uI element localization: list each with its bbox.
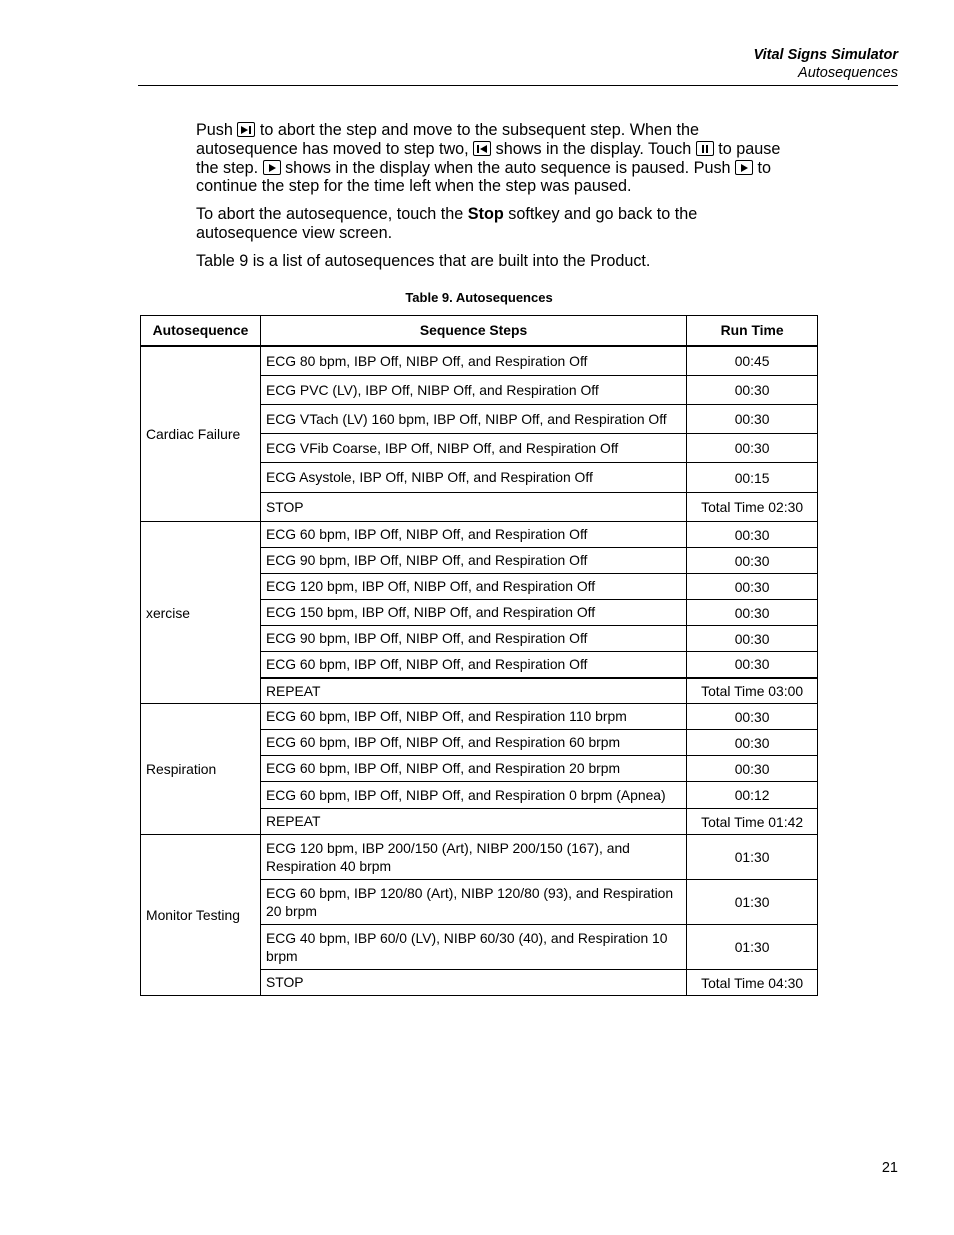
run-time: 00:30 bbox=[687, 548, 818, 574]
sequence-step: ECG 90 bpm, IBP Off, NIBP Off, and Respiration Off bbox=[260, 626, 686, 652]
sequence-step: ECG 60 bpm, IBP Off, NIBP Off, and Respiration 20 brpm bbox=[260, 756, 686, 782]
paragraph-3: Table 9 is a list of autosequences that are built into the Product. bbox=[196, 251, 651, 270]
sequence-step: ECG PVC (LV), IBP Off, NIBP Off, and Respiration Off bbox=[260, 376, 686, 405]
running-header-title: Vital Signs Simulator bbox=[753, 47, 898, 63]
text-span: softkey and go back to the autosequence view screen. bbox=[196, 205, 698, 242]
running-header-subtitle: Autosequences bbox=[798, 65, 898, 81]
play-icon bbox=[735, 160, 753, 175]
pause-icon bbox=[696, 141, 714, 156]
run-time: 00:30 bbox=[687, 704, 818, 730]
run-time: 00:30 bbox=[687, 730, 818, 756]
autosequence-name: xercise bbox=[141, 522, 261, 704]
run-time: 00:12 bbox=[687, 782, 818, 809]
sequence-step: ECG 60 bpm, IBP Off, NIBP Off, and Respiration 110 brpm bbox=[260, 704, 686, 730]
text-span: to abort the step and move to the subsequent step. When the autosequence has moved to step two, bbox=[196, 121, 700, 158]
run-time: 01:30 bbox=[687, 835, 818, 880]
header-rule bbox=[138, 85, 898, 86]
run-time: Total Time 03:00 bbox=[687, 678, 818, 704]
text-span: to continue the step for the time left when the step was paused. bbox=[196, 158, 772, 196]
table-caption: Table 9. Autosequences bbox=[405, 290, 553, 305]
table-row bbox=[141, 346, 818, 376]
run-time: 00:15 bbox=[687, 463, 818, 493]
sequence-step: ECG 90 bpm, IBP Off, NIBP Off, and Respiration Off bbox=[260, 548, 686, 574]
sequence-step: ECG 120 bpm, IBP 200/150 (Art), NIBP 200/150 (167), and Respiration 40 brpm bbox=[260, 835, 686, 880]
paragraph-1 bbox=[196, 121, 796, 196]
sequence-step: STOP bbox=[260, 970, 686, 996]
sequence-step: ECG 60 bpm, IBP 120/80 (Art), NIBP 120/80 (93), and Respiration 20 brpm bbox=[260, 880, 686, 925]
text-span: Push bbox=[196, 121, 238, 139]
run-time: 00:30 bbox=[687, 652, 818, 678]
sequence-step: ECG 120 bpm, IBP Off, NIBP Off, and Respiration Off bbox=[260, 574, 686, 600]
sequence-step: ECG VTach (LV) 160 bpm, IBP Off, NIBP Off, and Respiration Off bbox=[260, 405, 686, 434]
run-time: 00:30 bbox=[687, 376, 818, 405]
sequence-step: ECG 150 bpm, IBP Off, NIBP Off, and Respiration Off bbox=[260, 600, 686, 626]
sequence-step: ECG 60 bpm, IBP Off, NIBP Off, and Respiration 0 brpm (Apnea) bbox=[260, 782, 686, 809]
body-text bbox=[196, 121, 796, 280]
autosequence-name: Cardiac Failure bbox=[141, 346, 261, 522]
sequence-step: ECG 60 bpm, IBP Off, NIBP Off, and Respiration 60 brpm bbox=[260, 730, 686, 756]
sequence-step: ECG 60 bpm, IBP Off, NIBP Off, and Respiration Off bbox=[260, 522, 686, 548]
text-span: shows in the display when the auto sequence is paused. Push bbox=[280, 158, 736, 177]
run-time: 00:30 bbox=[687, 434, 818, 463]
text-span: to pause the step. bbox=[196, 139, 781, 177]
run-time: Total Time 04:30 bbox=[687, 970, 818, 996]
run-time: 01:30 bbox=[687, 925, 818, 970]
table-row bbox=[141, 522, 818, 548]
skip-back-icon bbox=[473, 141, 491, 156]
run-time: 00:30 bbox=[687, 600, 818, 626]
sequence-step: REPEAT bbox=[260, 809, 686, 835]
sequence-step: REPEAT bbox=[260, 678, 686, 704]
column-header: Sequence Steps bbox=[260, 316, 686, 346]
skip-forward-icon bbox=[237, 122, 255, 137]
sequence-step: ECG 80 bpm, IBP Off, NIBP Off, and Respiration Off bbox=[260, 346, 686, 376]
run-time: Total Time 02:30 bbox=[687, 493, 818, 522]
run-time: Total Time 01:42 bbox=[687, 809, 818, 835]
run-time: 00:30 bbox=[687, 574, 818, 600]
table-row bbox=[141, 704, 818, 730]
column-header: Autosequence bbox=[141, 316, 261, 346]
play-icon bbox=[263, 160, 281, 175]
text-span: shows in the display. Touch bbox=[491, 139, 696, 158]
table-header-row bbox=[141, 316, 818, 346]
page-number: 21 bbox=[881, 1160, 898, 1176]
stop-softkey-label: Stop bbox=[467, 205, 504, 224]
sequence-step: ECG 40 bpm, IBP 60/0 (LV), NIBP 60/30 (40), and Respiration 10 brpm bbox=[260, 925, 686, 970]
sequence-step: ECG VFib Coarse, IBP Off, NIBP Off, and Respiration Off bbox=[260, 434, 686, 463]
run-time: 00:30 bbox=[687, 626, 818, 652]
sequence-step: STOP bbox=[260, 493, 686, 522]
autosequence-table bbox=[140, 315, 818, 996]
run-time: 00:30 bbox=[687, 522, 818, 548]
paragraph-2 bbox=[196, 205, 796, 243]
table-row bbox=[141, 835, 818, 880]
column-header: Run Time bbox=[687, 316, 818, 346]
sequence-step: ECG 60 bpm, IBP Off, NIBP Off, and Respiration Off bbox=[260, 652, 686, 678]
run-time: 00:30 bbox=[687, 405, 818, 434]
text-span: To abort the autosequence, touch the bbox=[196, 205, 468, 224]
autosequence-name: Monitor Testing bbox=[141, 835, 261, 996]
run-time: 00:45 bbox=[687, 346, 818, 376]
run-time: 01:30 bbox=[687, 880, 818, 925]
run-time: 00:30 bbox=[687, 756, 818, 782]
autosequence-name: Respiration bbox=[141, 704, 261, 835]
sequence-step: ECG Asystole, IBP Off, NIBP Off, and Respiration Off bbox=[260, 463, 686, 493]
